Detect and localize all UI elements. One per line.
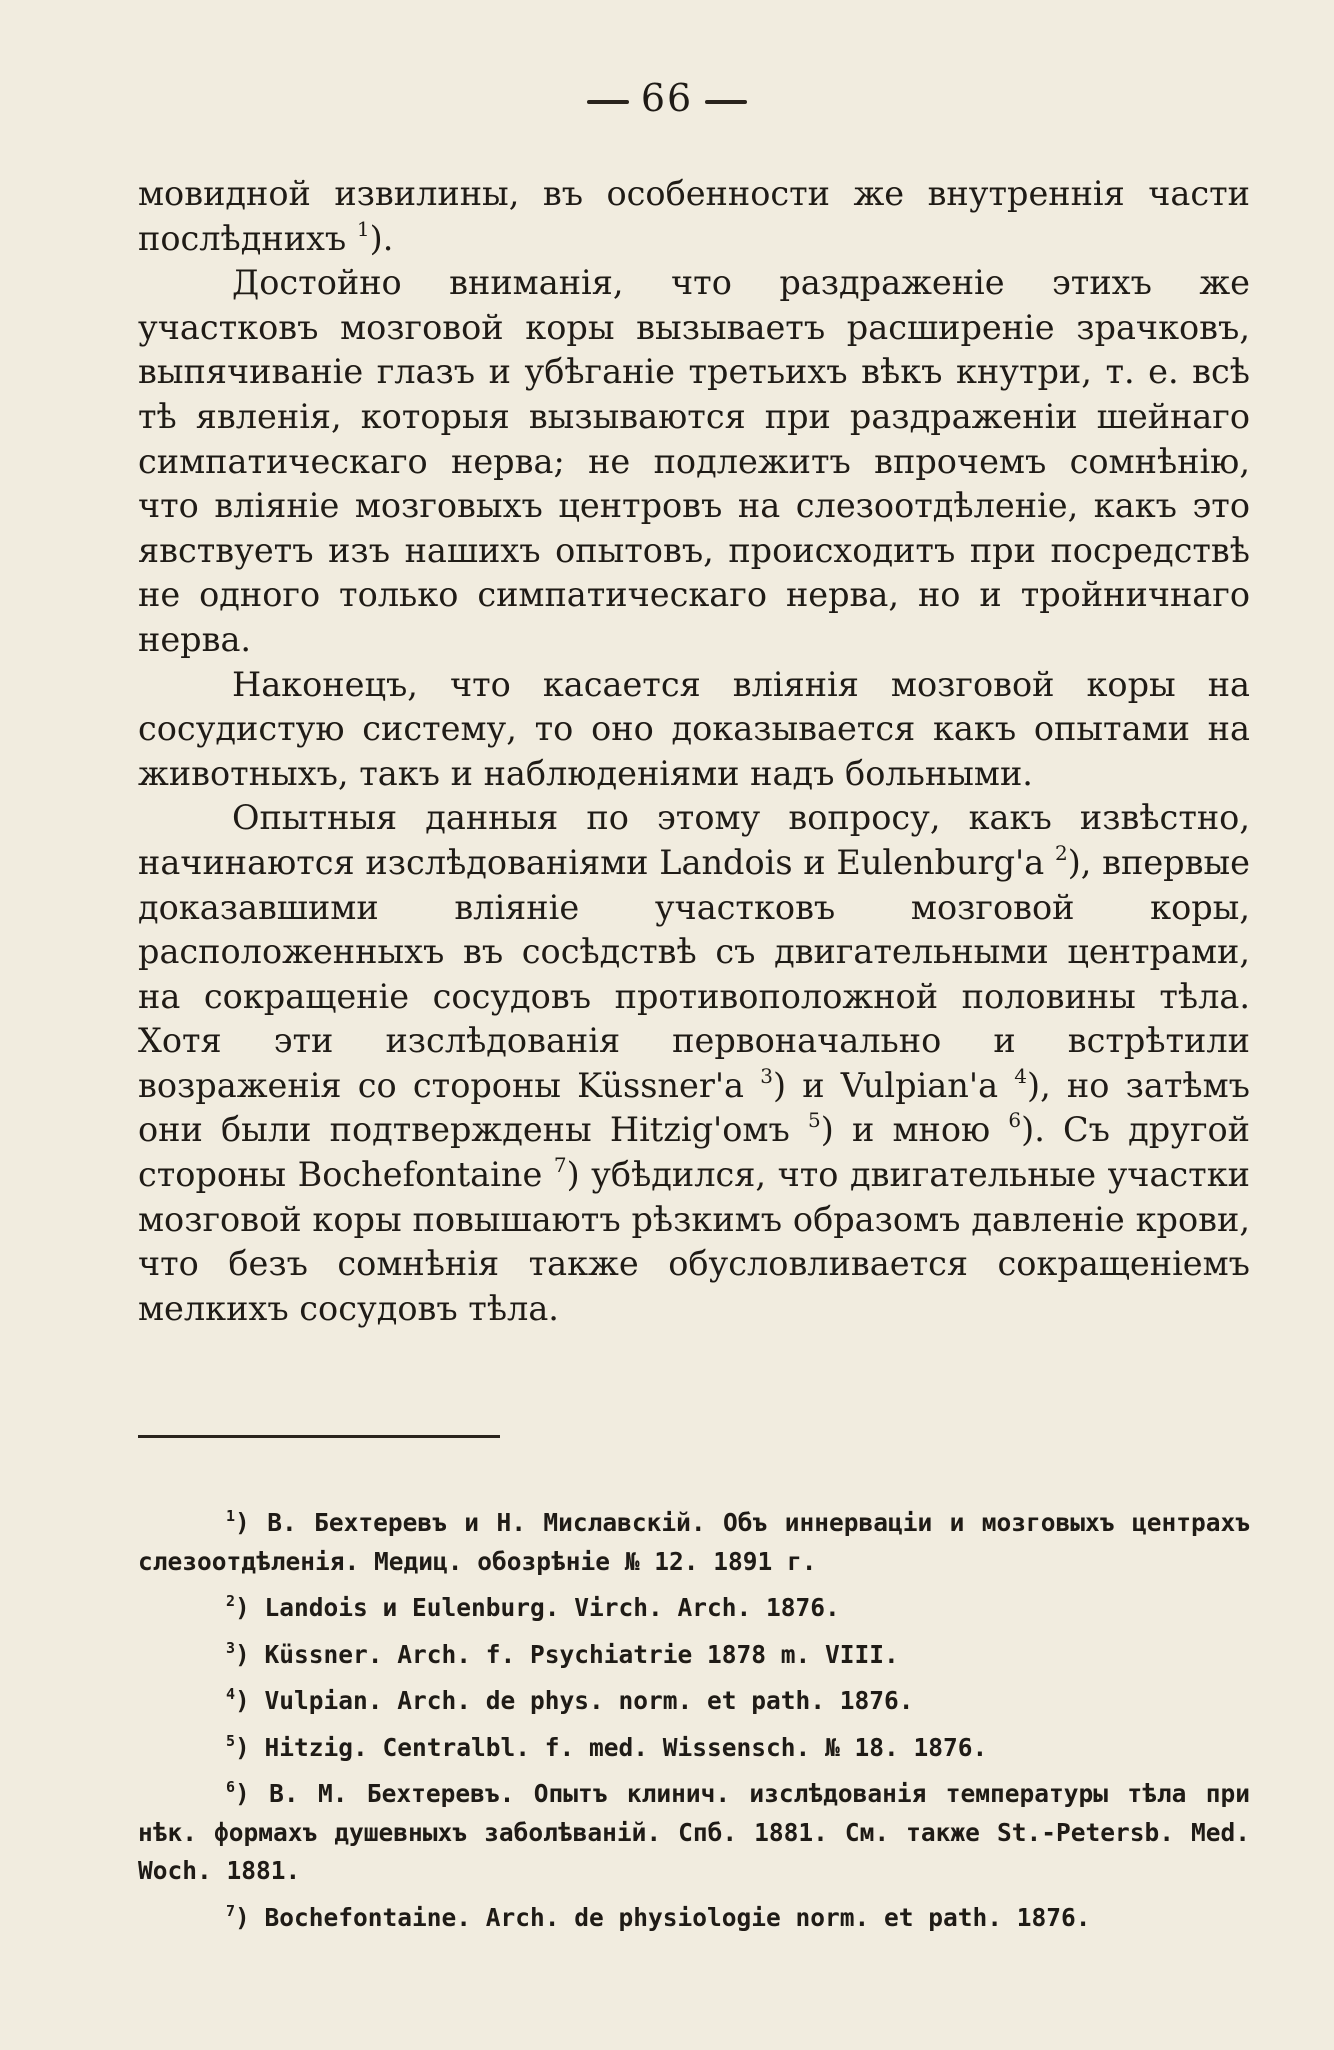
paragraph-text: Опытныя данныя по этому вопросу, какъ извѣстно, начинаются изслѣдованіями Landois и Eulenburg'а	[138, 798, 1250, 882]
footnote-reference: 5	[808, 1108, 821, 1133]
footnote-paren: )	[235, 1902, 265, 1932]
footnote-number: 7	[226, 1901, 236, 1920]
body-text	[138, 172, 1250, 1331]
paragraph-text: ).	[369, 218, 394, 258]
paragraph	[138, 796, 1250, 1331]
footnote	[138, 1682, 1250, 1721]
footnote-paren: )	[235, 1508, 268, 1537]
footnote	[138, 1636, 1250, 1675]
footnote-number: 1	[226, 1507, 236, 1525]
paragraph	[138, 663, 1250, 797]
footnotes	[138, 1504, 1250, 1945]
footnote-paren: )	[235, 1639, 265, 1669]
footnote	[138, 1775, 1250, 1891]
footnote-number: 3	[226, 1638, 236, 1657]
footnote-paren: )	[235, 1593, 265, 1622]
footnote-separator	[138, 1435, 500, 1438]
left-dash-ornament	[587, 100, 629, 104]
page-number: 66	[640, 76, 694, 120]
footnote-reference: 7	[553, 1153, 567, 1178]
footnote-text: В. М. Бехтеревъ. Опытъ клинич. изслѣдованія температуры тѣла при нѣк. формахъ душевныхъ заболѣваній. Спб. 1881. См. также St.-Petersb. Med. Woch. 1881.	[138, 1779, 1250, 1885]
footnote-reference: 6	[1008, 1108, 1022, 1133]
footnote-reference: 2	[1054, 840, 1068, 865]
footnote	[138, 1589, 1250, 1628]
footnote-number: 2	[226, 1592, 236, 1610]
footnote	[138, 1729, 1250, 1768]
footnote	[138, 1504, 1250, 1581]
paragraph-text: Достойно вниманія, что раздраженіе этихъ же участковъ мозговой коры вызываетъ расширеніе зрачковъ, выпячиваніе глазъ и убѣганіе третьихъ вѣкъ кнутри, т. е. всѣ тѣ явленія, которыя вызываются при раздраженіи шейнаго симпатическаго нерва; не подлежитъ впрочемъ сомнѣнію, что вліяніе мозговыхъ центровъ на слезоотдѣленіе, какъ это явствуетъ изъ нашихъ опытовъ, происходитъ при посредствѣ не одного только симпатическаго нерва, но и тройничнаго нерва.	[138, 263, 1250, 659]
page-header	[0, 76, 1334, 120]
footnote-text: Bochefontaine. Arch. de physiologie norm. et path. 1876.	[264, 1902, 1091, 1932]
footnote-reference: 3	[760, 1063, 773, 1088]
footnote-text: В. Бехтеревъ и Н. Миславскій. Объ иннерваціи и мозговыхъ центрахъ слезоотдѣленія. Медиц. обозрѣніе № 12. 1891 г.	[138, 1508, 1250, 1576]
footnote-text: Landois и Eulenburg. Virch. Arch. 1876.	[264, 1593, 840, 1622]
footnote-text: Küssner. Arch. f. Psychiatrie 1878 m. VIII.	[264, 1639, 899, 1669]
footnote-number: 5	[226, 1731, 236, 1750]
footnote-text: Vulpian. Arch. de phys. norm. et path. 1876.	[264, 1686, 914, 1715]
paragraph-text: ) и Vulpian'а	[772, 1065, 1015, 1105]
footnote-reference: 1	[356, 216, 370, 241]
footnote-paren: )	[235, 1779, 270, 1808]
paragraph-text: ), впервые доказавшими вліяніе участковъ мозговой коры, расположенныхъ въ сосѣдствѣ съ двигательными центрами, на сокращеніе сосудовъ противоположной половины тѣла. Хотя эти изслѣдованія первоначально и встрѣтили возраженія со стороны Küssner'а	[138, 842, 1250, 1105]
paragraph	[138, 172, 1250, 261]
footnote-text: Hitzig. Centralbl. f. med. Wissensch. № 18. 1876.	[264, 1732, 988, 1762]
paragraph-text: Наконецъ, что касается вліянія мозговой коры на сосудистую систему, то оно доказывается какъ опытами на животныхъ, такъ и наблюденіями надъ больными.	[138, 664, 1250, 793]
right-dash-ornament	[705, 100, 747, 104]
paragraph	[138, 261, 1250, 662]
footnote-paren: )	[235, 1686, 265, 1715]
paragraph-text: ). Съ другой стороны Bochefontaine	[138, 1110, 1250, 1195]
paragraph-text: ) убѣдился, что двигательные участки мозговой коры повышаютъ рѣзкимъ образомъ давленіе крови, что безъ сомнѣнія также обусловливается сокращеніемъ мелкихъ сосудовъ тѣла.	[138, 1155, 1250, 1328]
footnote-number: 4	[226, 1685, 236, 1703]
paragraph-text: ) и мною	[820, 1110, 1009, 1150]
footnote	[138, 1899, 1250, 1938]
paragraph-text: ), но затѣмъ они были подтверждены Hitzig'омъ	[138, 1065, 1250, 1150]
footnote-number: 6	[226, 1778, 236, 1796]
footnote-reference: 4	[1014, 1063, 1027, 1088]
paragraph-text: мовидной извилины, въ особенности же внутреннія части послѣднихъ	[138, 174, 1250, 258]
footnote-paren: )	[235, 1732, 265, 1762]
